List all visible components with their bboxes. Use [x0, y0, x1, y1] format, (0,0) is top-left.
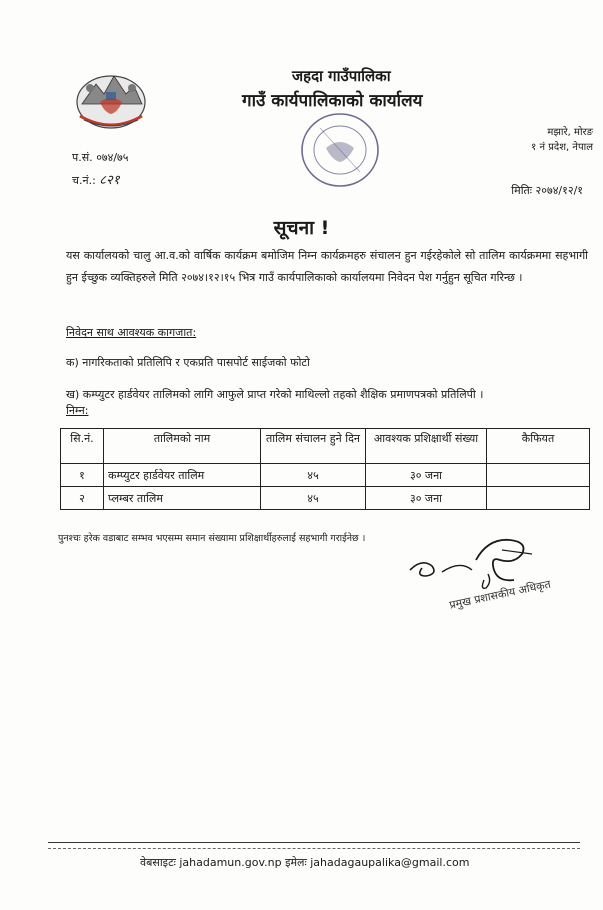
cell-trainees: ३० जना — [366, 487, 487, 510]
footer-divider — [48, 842, 580, 843]
cell-sn: १ — [61, 464, 104, 487]
cell-days: ४५ — [261, 487, 366, 510]
cell-name: कम्प्युटर हार्डवेयर तालिम — [104, 464, 261, 487]
municipality-name: जहदा गाउँपालिका — [292, 67, 391, 85]
dispatch-label: च.नं.: — [72, 174, 96, 187]
cell-sn: २ — [61, 487, 104, 510]
notice-body: यस कार्यालयको चालु आ.व.को वार्षिक कार्यक्रम बमोजिम निम्न कार्यक्रमहरु संचालन हुन गईरहेकोले सो तालिम कार्यक्रममा सहभागी हुन ईच्छुक व्यक्तिहरुले मिति २०७४।१२।१५ भित्र गाउँ कार्यपालिकाको कार्यालयमा निवेदन पेश गर्नुहुन सूचित गरिन्छ । — [66, 249, 588, 284]
ref-label: प.सं. — [72, 151, 93, 164]
table-header-row — [61, 429, 590, 464]
ref-value: ०७४/७५ — [96, 151, 129, 164]
reference-number — [72, 150, 129, 165]
cell-remarks — [487, 464, 590, 487]
dispatch-number — [72, 170, 120, 188]
rules-heading: निम्न: — [66, 404, 89, 417]
office-name: गाउँ कार्यपालिकाको कार्यालय — [242, 91, 423, 111]
cell-days: ४५ — [261, 464, 366, 487]
date-label: मितिः — [511, 184, 533, 197]
col-remarks: कैफियत — [487, 429, 590, 464]
cell-remarks — [487, 487, 590, 510]
footer-contact — [140, 855, 469, 870]
table-row — [61, 487, 590, 510]
cell-trainees: ३० जना — [366, 464, 487, 487]
col-sn: सि.नं. — [61, 429, 104, 464]
website-link[interactable]: jahadamun.gov.np — [179, 856, 282, 869]
col-days: तालिम संचालन हुने दिन — [261, 429, 366, 464]
document-item-1: क) नागरिकताको प्रतिलिपि र एकप्रति पासपोर्ट साईजको फोटो — [66, 356, 310, 369]
table-row — [61, 464, 590, 487]
office-stamp — [298, 108, 382, 192]
documents-heading: निवेदन साथ आवश्यक कागजात: — [66, 326, 197, 339]
col-name: तालिमको नाम — [104, 429, 261, 464]
footnote: पुनश्चः हरेक वडाबाट सम्भव भएसम्म समान संख्यामा प्रशिक्षार्थीहरुलाई सहभागी गराईनेछ । — [58, 533, 366, 544]
address-line-1: मझारे, मोरङ — [547, 127, 593, 138]
footer-divider-dashed — [48, 848, 580, 849]
signature-icon — [402, 530, 562, 620]
notice-title: सूचना ! — [273, 217, 330, 239]
website-label: वेबसाइटः — [140, 856, 176, 869]
address-line-2: १ नं प्रदेश, नेपाल — [531, 142, 593, 153]
email-link[interactable]: jahadagaupalika@gmail.com — [310, 856, 470, 869]
cell-name: प्लम्बर तालिम — [104, 487, 261, 510]
signatory-title: प्रमुख प्रशासकीय अधिकृत — [448, 577, 552, 612]
email-label: इमेलः — [285, 856, 307, 869]
document-item-2: ख) कम्प्युटर हार्डवेयर तालिमको लागि आफुले प्राप्त गरेको माथिल्लो तहको शैक्षिक प्रमाणपत्रको प्रतिलिपी । — [66, 388, 484, 401]
letter-date — [511, 183, 583, 198]
training-table — [60, 428, 590, 510]
dispatch-value: ८२१ — [99, 173, 120, 188]
date-value: २०७४/१२/१ — [535, 184, 583, 197]
col-trainees: आवश्यक प्रशिक्षार्थी संख्या — [366, 429, 487, 464]
nepal-emblem-icon — [70, 64, 152, 134]
